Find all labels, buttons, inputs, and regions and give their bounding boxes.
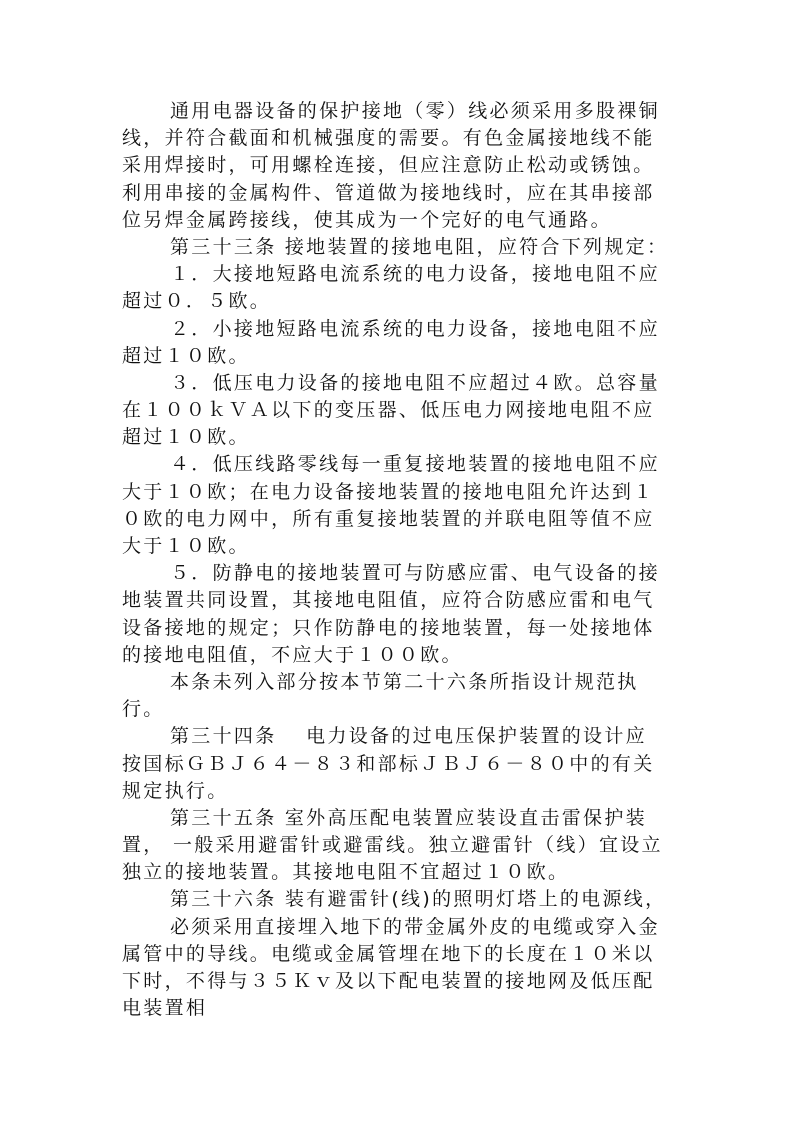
- text-line: 下时，不得与３５Ｋｖ及以下配电装置的接地网及低压配: [122, 970, 655, 992]
- text-line: 行。: [122, 698, 165, 721]
- document-page: [122, 98, 682, 1022]
- text-line: 地装置共同设置，其接地电阻值，应符合防感应雷和电气: [122, 589, 655, 612]
- text-line: 本条未列入部分按本节第二十六条所指设计规范执: [170, 670, 639, 693]
- text-line: 第三十六条 装有避雷针(线)的照明灯塔上的电源线，: [170, 888, 667, 911]
- text-line: ０欧的电力网中，所有重复接地装置的并联电阻等值不应: [122, 507, 655, 530]
- text-line: 必须采用直接埋入地下的带金属外皮的电缆或穿入金: [170, 915, 660, 938]
- text-line: 超过１０欧。: [122, 344, 250, 367]
- text-line: 按国标ＧＢＪ６４－８３和部标ＪＢＪ６－８０中的有关: [122, 752, 655, 775]
- text-line: 属管中的导线。电缆或金属管埋在地下的长度在１０米以: [122, 942, 655, 965]
- text-line: １．大接地短路电流系统的电力设备，接地电阻不应: [170, 263, 660, 286]
- text-line: 超过１０欧。: [122, 426, 250, 449]
- text-line: 第三十五条 室外高压配电装置应装设直击雷保护装: [170, 806, 647, 829]
- text-line: 规定执行。: [122, 779, 229, 802]
- text-line: 独立的接地装置。其接地电阻不宜超过１０欧。: [122, 861, 570, 884]
- text-line: 电装置相: [122, 997, 208, 1020]
- text-line: 大于１０欧；在电力设备接地装置的接地电阻允许达到１: [122, 480, 655, 503]
- text-line: ２．小接地短路电流系统的电力设备，接地电阻不应: [170, 317, 660, 340]
- text-line: 第三十三条 接地装置的接地电阻，应符合下列规定：: [170, 235, 669, 258]
- text-line: 大于１０欧。: [122, 535, 250, 557]
- text-line: 第三十四条 电力设备的过电压保护装置的设计应: [170, 725, 647, 748]
- text-line: 设备接地的规定；只作防静电的接地装置，每一处接地体: [122, 616, 655, 639]
- text-line: 利用串接的金属构件、管道做为接地线时，应在其串接部: [122, 181, 655, 204]
- text-line: 置， 一般采用避雷针或避雷线。独立避雷针（线）宜设立: [122, 834, 663, 857]
- text-line: ５．防静电的接地装置可与防感应雷、电气设备的接: [170, 562, 660, 585]
- text-line: 线，并符合截面和机械强度的需要。有色金属接地线不能: [122, 127, 655, 150]
- text-line: 通用电器设备的保护接地（零）线必须采用多股裸铜: [170, 100, 660, 122]
- text-line: 的接地电阻值，不应大于１００欧。: [122, 643, 463, 666]
- text-line: 采用焊接时，可用螺栓连接，但应注意防止松动或锈蚀。: [122, 154, 655, 177]
- text-line: 位另焊金属跨接线，使其成为一个完好的电气通路。: [122, 208, 612, 231]
- text-line: ３．低压电力设备的接地电阻不应超过４欧。总容量: [170, 371, 660, 394]
- text-line: ４．低压线路零线每一重复接地装置的接地电阻不应: [170, 453, 660, 476]
- text-line: 在１００ｋＶＡ以下的变压器、低压电力网接地电阻不应: [122, 399, 655, 422]
- text-line: 超过０．５欧。: [122, 290, 272, 313]
